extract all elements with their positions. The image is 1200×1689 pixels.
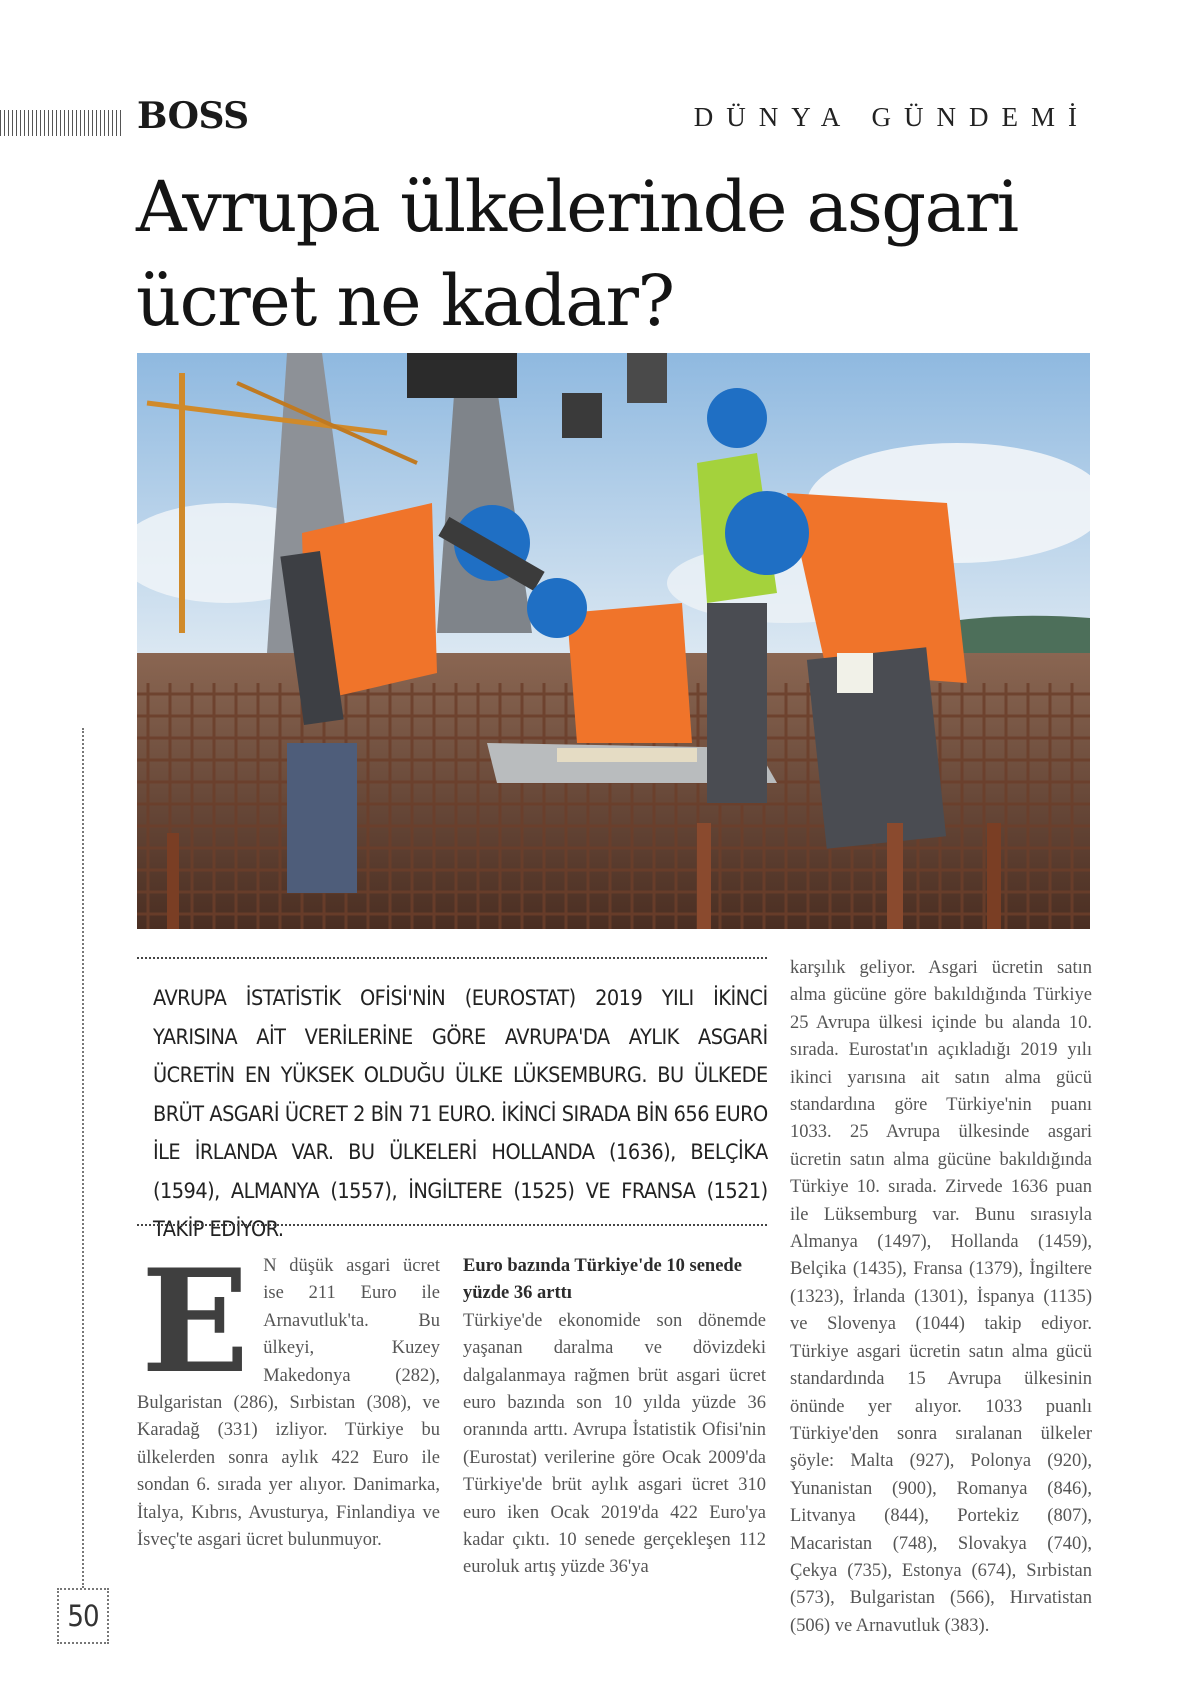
column-2 xyxy=(463,1253,766,1582)
section-title: DÜNYA GÜNDEMİ xyxy=(693,102,1090,132)
column-3 xyxy=(790,955,1092,1640)
column-2-text: Türkiye'de ekonomide son dönemde yaşanan daralma ve dövizdeki dalgalanmaya rağmen brüt asgari ücret euro bazında son 10 yılda yüzde 36 oranında arttı. Avrupa İstatistik Ofisi'nin (Eurostat) verilerine göre Ocak 2009'da Türkiye'de brüt aylık asgari ücret 310 euro iken Ocak 2019'da 422 Euro'ya kadar çıktı. 10 senede gerçekleşen 112 euroluk artış yüzde 36'ya xyxy=(463,1310,766,1578)
title-line-1: Avrupa ülkelerinde asgari xyxy=(136,166,1018,248)
title-line-2: ücret ne kadar? xyxy=(136,260,674,342)
page-number: 50 xyxy=(57,1588,109,1644)
lead-bottom-rule xyxy=(137,1224,767,1226)
drop-cap: E xyxy=(141,1239,250,1405)
article-title xyxy=(136,160,1096,348)
construction-workers-photo xyxy=(137,353,1090,929)
margin-dotted-line xyxy=(82,728,84,1588)
column-1 xyxy=(137,1239,440,1554)
column-3-text: karşılık geliyor. Asgari ücretin satın alma gücüne göre bakıldığında Türkiye 25 Avrupa ülkesi içinde bu alanda 10. sırada. Eurostat'ın açıkladığı 2019 yılı ikinci yarısına ait satın alma gücü standardına göre Türkiye'nin puanı 1033. 25 Avrupa ülkesinde asgari ücretin satın alma gücüne bakıldığında Türkiye 10. sırada. Zirvede 1636 puan ile Lüksemburg var. Bunu sırasıyla Almanya (1497), Hollanda (1459), Belçika (1435), Fransa (1379), İngiltere (1323), İrlanda (1301), İspanya (1135) ve Slovenya (1044) takip ediyor. Türkiye asgari ücretin satın alma gücü standardında 15 Avrupa ülkesinin önünde yer alıyor. 1033 puanlı Türkiye'den sonra sıralanan ülkeler şöyle: Malta (927), Polonya (920), Yunanistan (900), Romanya (846), Litvanya (844), Portekiz (807), Macaristan (748), Slovakya (740), Çekya (735), Estonya (674), Sırbistan (573), Bulgaristan (566), Hırvatistan (506) ve Arnavutluk (383). xyxy=(790,958,1092,1636)
magazine-logo: BOSS xyxy=(137,95,249,137)
column-2-subhead: Euro bazında Türkiye'de 10 senede yüzde 36 arttı xyxy=(463,1256,742,1304)
header-stripes xyxy=(0,110,122,136)
lead-top-rule xyxy=(137,957,767,959)
column-1-text: N düşük asgari ücret ise 211 Euro ile Arnavutluk'ta. Bu ülkeyi, Kuzey Makedonya (282), Bulgaristan (286), Sırbistan (308), ve Karadağ (331) izliyor. Türkiye bu ülkelerden sonra aylık 422 Euro ile sondan 6. sırada yer alıyor. Danimarka, İtalya, Kıbrıs, Avusturya, Finlandiya ve İsveç'te asgari ücret bulunmuyor. xyxy=(137,1256,440,1551)
lead-paragraph: AVRUPA İSTATİSTİK OFİSİ'NİN (EUROSTAT) 2019 YILI İKİNCİ YARISINA AİT VERİLERİNE GÖRE AVRUPA'DA AYLIK ASGARİ ÜCRETİN EN YÜKSEK OLDUĞU ÜLKE LÜKSEMBURG. BU ÜLKEDE BRÜT ASGARİ ÜCRET 2 BİN 71 EURO. İKİNCİ SIRADA BİN 656 EURO İLE İRLANDA VAR. BU ÜLKELERİ HOLLANDA (1636), BELÇİKA (1594), ALMANYA (1557), İNGİLTERE (1525) VE FRANSA (1521) TAKİP EDİYOR. xyxy=(153,986,768,1242)
